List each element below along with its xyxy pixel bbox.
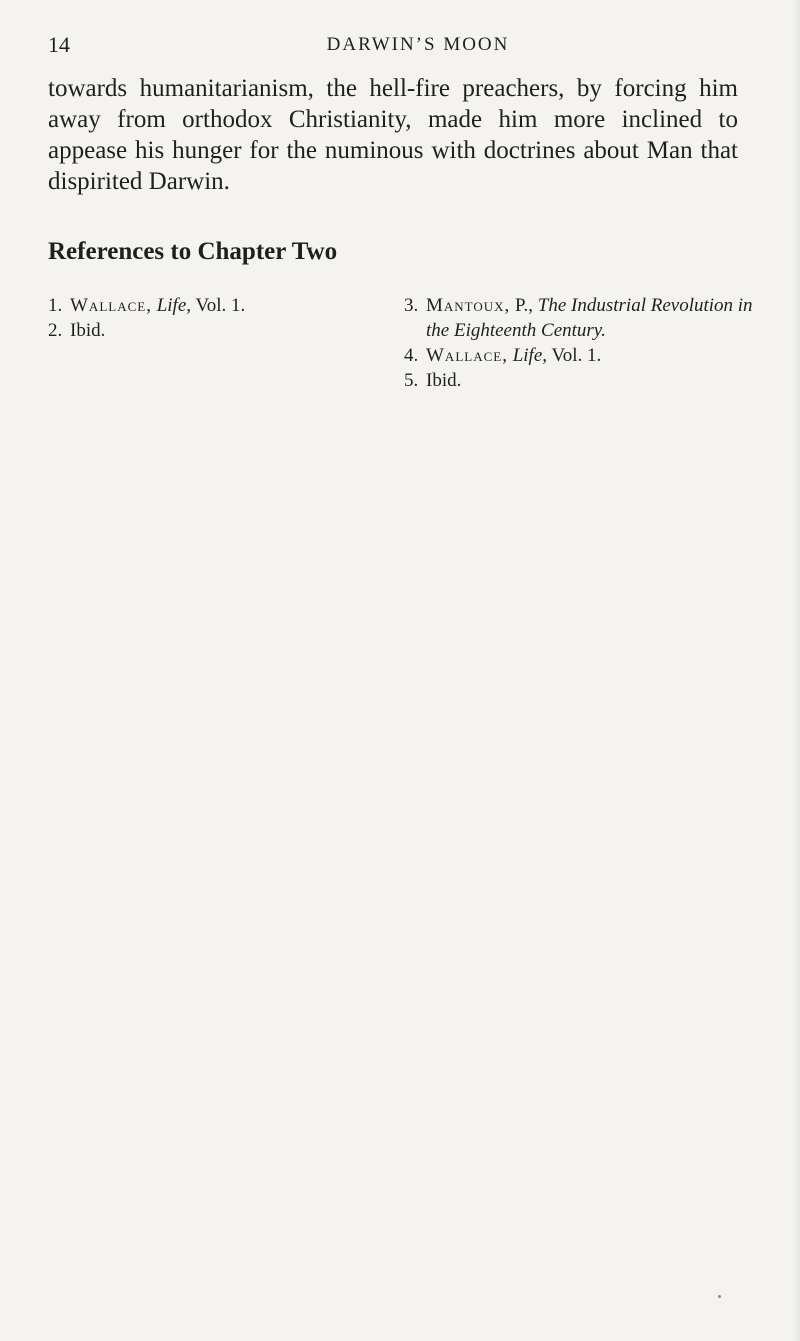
reference-number: 4. xyxy=(404,345,419,366)
running-head: DARWIN’S MOON xyxy=(326,34,510,55)
paper-speck xyxy=(718,1295,721,1298)
reference-volume: Vol. 1. xyxy=(195,295,246,316)
reference-author: Mantoux, xyxy=(426,295,511,316)
reference-item xyxy=(48,318,348,343)
reference-title: Life, xyxy=(512,345,548,366)
reference-text: Ibid. xyxy=(70,320,106,341)
reference-number: 1. xyxy=(48,295,63,316)
reference-volume: Vol. 1. xyxy=(551,345,602,366)
page-edge-shadow xyxy=(792,0,800,1341)
references-right-column xyxy=(404,293,764,393)
references-left-column xyxy=(48,293,348,343)
reference-title: Life, xyxy=(156,295,192,316)
reference-number: 2. xyxy=(48,320,63,341)
page-header xyxy=(48,30,748,66)
reference-number: 3. xyxy=(404,295,419,316)
body-paragraph: towards humanitarianism, the hell-fire preachers, by forcing him away from orthodox Christianity, made him more inclined to appease his hunger for the numinous with doctrines about Man that dispirited Darwin. xyxy=(48,75,738,195)
reference-initial: P., xyxy=(515,295,534,316)
reference-author: Wallace, xyxy=(70,295,152,316)
reference-item xyxy=(48,293,348,318)
reference-item xyxy=(404,343,764,368)
references-heading: References to Chapter Two xyxy=(48,238,338,265)
reference-number: 5. xyxy=(404,370,419,391)
reference-text: Ibid. xyxy=(426,370,462,391)
page-number: 14 xyxy=(48,32,70,57)
reference-title: The Industrial Revolution in the Eighteenth Century. xyxy=(426,295,753,341)
reference-item xyxy=(404,293,764,343)
reference-author: Wallace, xyxy=(426,345,508,366)
reference-item xyxy=(404,368,764,393)
